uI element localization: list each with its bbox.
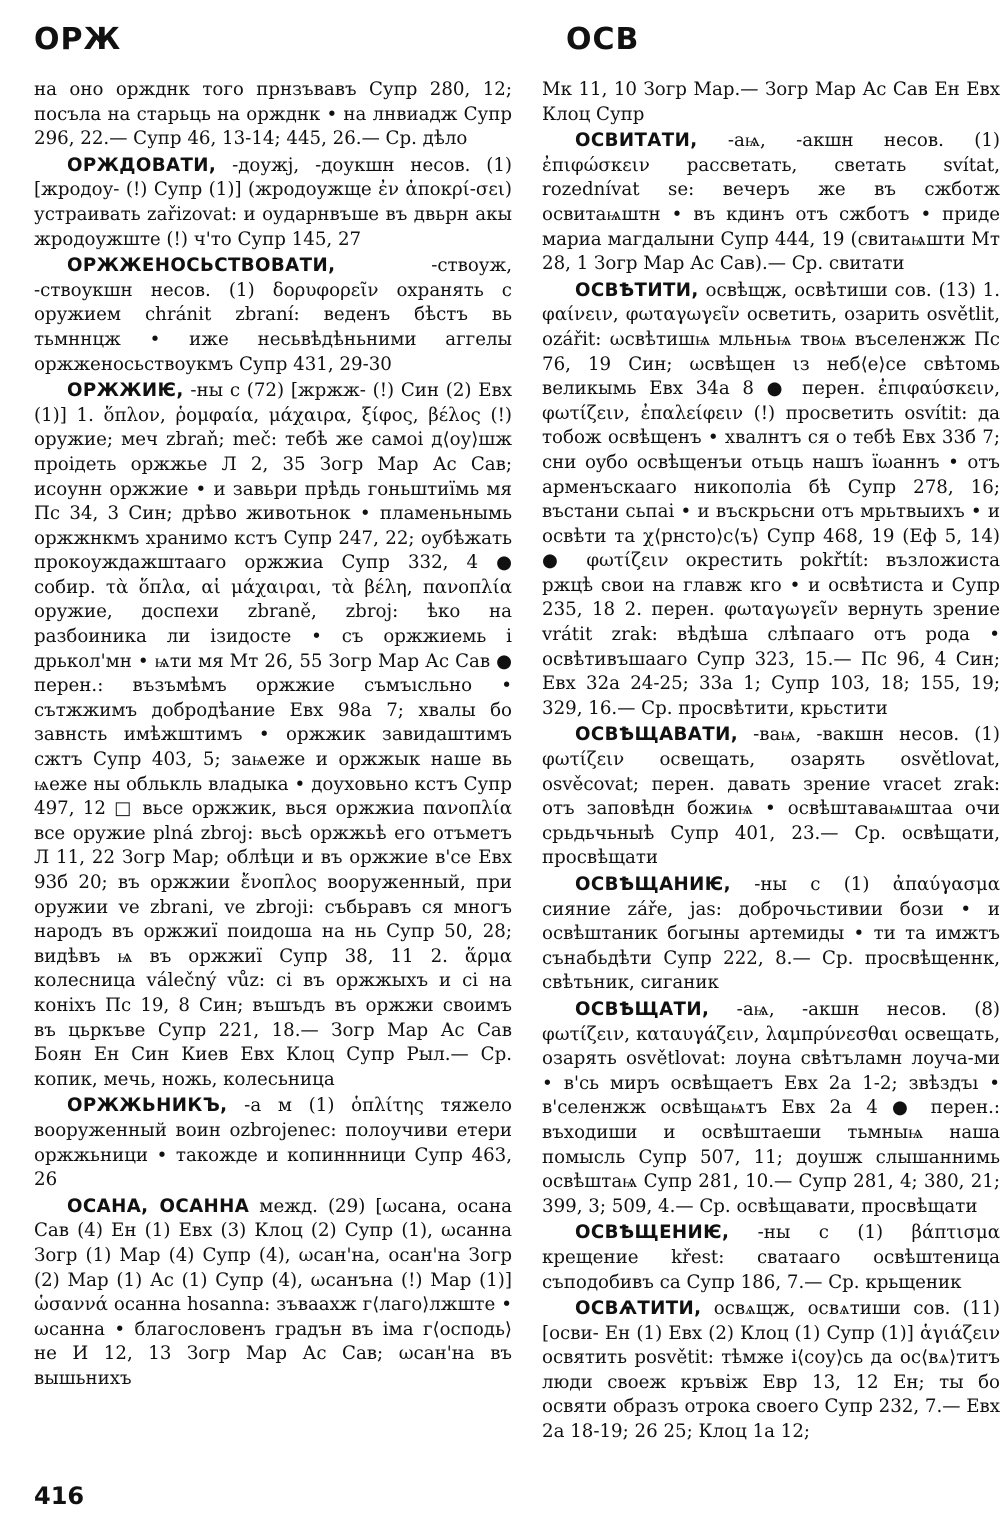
entry-lemma: ОСВѢТИТИ, xyxy=(575,279,699,301)
entry-body: -доужj, -доукшн несов. (1) [жродоу- (!) Супр (1)] (жродоужще ἐν ἀποκρί-σει) устраивать zařizovat: и оударнвъше въ двьрн акы жродоужште (!) ч'то Супр 145, 27 xyxy=(34,154,512,250)
dictionary-entry xyxy=(542,873,1000,996)
entry-lemma: ОСАНА, ОСАННА xyxy=(67,1195,250,1217)
entry-body: -ны с (1) βάπτισμα крещение křest: сватааго освѣштеница съподобивъ са Супр 186, 7.— Ср. крьщеник xyxy=(542,1222,1000,1293)
entry-lemma: ОРЖЖИѤ, xyxy=(67,380,184,402)
entry-lemma: ОСВѢЩАТИ, xyxy=(575,998,710,1020)
dictionary-entry xyxy=(34,154,512,252)
entry-lemma: ОРЖЖЕНОСЬСТВОВАТИ, xyxy=(67,255,336,277)
dictionary-entry xyxy=(542,1297,1000,1445)
entry-body: освѣщж, освѣтиши сов. (13) 1. φαίνειν, φωταγωγεῖν осветить, озарить osvětlit, ozářit: ωсвѣтишѩ мльньѩ твоѩ въселенжж Пс 76, 19 Син; ωсвѣщен ιз неб⟨е⟩се свѣтомь великымь Евх 34а 8 ● перен. ἐπιφαύσκειν, φωτίζειν, ἐπαλείφειν (!) просветить osvítit: да тобож освѣщенъ • хвалнтъ ся о тебѣ Евх 33б 7; сни оyбо освѣщенъи отьць нашъ їωаннъ • отъ арменъскааго никополіа бѣ Супр 278, 16; въстани сьпаі • и въскрьсни отъ мрьтвыихъ • и освѣти та χ⟨рнсто⟩с⟨ъ⟩ Супр 468, 19 (Еф 5, 14) ● φωτίζειν окрестить pokřtít: възложиста ржцѣ свои на главж кго • и освѣтиста и Супр 235, 18 2. перен. φωταγωγεῖν вернуть зрение vrátit zrak: вѣдѣша слѣпааго отъ рода • освѣтивъшааго Супр 323, 15.— Пс 96, 4 Син; Евх 32а 24-25; 33а 1; Супр 103, 18; 155, 19; 329, 16.— Ср. просвѣтити, крьстити xyxy=(542,279,1000,719)
dictionary-entry xyxy=(542,78,1000,127)
entry-body: межд. (29) [ωсана, осана Сав (4) Ен (1) Евх (3) Клоц (2) Супр (1), ωсанна Зогр (1) Мар (4) Супр (4), ωсан'на, осан'на Зогр (2) Мар (1) Ас (1) Супр (4), ωсанъна (!) Мар (1)] ὡσαννά осанна hosanna: зъвaахж г⟨лаго⟩лжште • ωсанна • благословенъ градън въ іма г⟨осподь⟩не И 12, 13 Зогр Мар Ас Сав; ωсан'на въ вышьнихъ xyxy=(34,1195,512,1389)
entry-lemma: ОСВИТАТИ, xyxy=(575,130,698,152)
entry-body: -аѩ, -акшн несов. (8) φωτίζειν, καταυγάζειν, λαμπρύνεσθαι освещать, озарять osvětlovat: лоуна свѣтъламн лоуча-ми • в'сь миръ освѣщаетъ Евх 2а 1-2; звѣздъı • в'селенжж освѣщаѩтъ Евх 2а 4 ● перен.: въходиши и освѣштаеши тьмныѩ наша помысль Супр 507, 11; доушж слышаннимь освѣштаѩ Супр 281, 10.— Супр 281, 4; 380, 21; 399, 3; 509, 4.— Ср. освѣщавати, просвѣщати xyxy=(542,998,1000,1217)
entry-body: Мк 11, 10 Зогр Мар.— Зогр Мар Ас Сав Ен Евх Клоц Супр xyxy=(542,79,1000,125)
entry-body: -ны с (1) ἀπαύγασμα сияние záře, jas: доброчьстивии бози • и освѣштаник богыны артемиды • ти та имжтъ сънабьдѣти Супр 222, 8.— Ср. просвѣщеннк, свѣтьник, сиганик xyxy=(542,874,1000,994)
dictionary-entry xyxy=(542,1221,1000,1295)
dictionary-entry xyxy=(542,998,1000,1219)
page-number: 416 xyxy=(34,1482,85,1510)
entry-body: -ны с (72) [жржж- (!) Син (2) Евх (1)] 1. ὅπλον, ῥομφαία, μάχαιρα, ξίφος, βέλος (!) оружие; меч zbraň; meč: тебѣ же самоі д⟨оу⟩шж проідеть оржжье Л 2, 35 Зогр Мар Ас Сав; исоунн оржжие • и завьри прѣдь гоньштиїмь мя Пс 34, 3 Син; дрѣво животьнок • пламеньнымь оржжнкмъ хранимо кстъ Супр 247, 22; оубѣжать прокоуждажштаaго оржжиа Супр 332, 4 ● собир. τὰ ὅπλα, αἱ μάχαιραι, τὰ βέλη, πανοπλία оружие, доспехи zbraně, zbroj: ѣко на разбоиника ли ізидосте • съ оржжиемь і дрькол'мн • ѩти мя Мт 26, 55 Зогр Мар Ас Сав ● перен.: възъмѣмъ оржжие съмъıсльно • сътжжимъ добродѣание Евх 98а 7; хвалы бо завнсть имѣжштимъ • оржжик завидаштимъ сжтъ Супр 403, 5; заѩеже и оржжык наше вь ѩеже ны облькль владыка • доуховьно кстъ Супр 497, 12 □ вьсе оржжик, вься оржжиа πανοπλία все оружие plná zbroj: вьсѣ оржжьѣ его отъметъ Л 11, 22 Зогр Мар; облѣци и въ оржжие в'се Евх 93б 20; въ оржжии ἔνοπλος вооруженный, при оружии ve zbrani, ve zbroji: събьравъ ся многъ народъ въ оржжиї поидоша на нь Супр 50, 28; видѣвъ ѩ въ оржжиї Супр 38, 11 2. ἅρμα колесница válečný vůz: сі въ оржжыхъ и сі на коніхъ Пс 19, 8 Син; въшъдъ въ оржжи своимъ въ цьркъве Супр 221, 18.— Зогр Мар Ас Сав Боян Ен Син Киев Евх Клоц Супр Рыл.— Ср. копик, мечь, ножь, колесьница xyxy=(34,380,512,1090)
right-column xyxy=(542,78,1000,1445)
dictionary-entry xyxy=(542,279,1000,722)
entry-lemma: ОСВѦТИТИ, xyxy=(575,1298,702,1320)
running-head-right: ОСВ xyxy=(566,22,640,57)
dictionary-entry xyxy=(34,78,512,152)
dictionary-entry xyxy=(34,254,512,377)
entry-body: -ваѩ, -вакшн несов. (1) φωτίζειν освещать, озарять osvětlovat, osvěcovat; перен. давать зрение vracet zrak: отъ заповѣдн божиѩ • освѣштаваѩштаа очи срьдьчьныѣ Супр 401, 23.— Ср. освѣщати, просвѣщати xyxy=(542,724,1000,869)
dictionary-entry xyxy=(34,1195,512,1392)
entry-body: освѧщж, освѧтиши сов. (11) [осви- Ен (1) Евх (2) Клоц (1) Супр (1)] ἁγιάζειν освятить posvětit: тѣмже і⟨соу⟩сь да ос⟨вѧ⟩титъ люди своеж кръвіж Евр 13, 12 Ен; ты бо освяти образъ отрока своего Супр 232, 7.— Евх 2а 18-19; 26 25; Клоц 1а 12; xyxy=(542,1298,1000,1443)
entry-body: на оно оржднк того прнзъвавъ Супр 280, 12; посъла на старьць на оржднк • на лнвиадж Супр 296, 22.— Супр 46, 13-14; 445, 26.— Ср. дѣло xyxy=(34,79,512,150)
entry-body: -а м (1) ὁπλίτης тяжело вооруженный воин ozbrojenec: полоучиви етери оржжьници • такожде и копиннници Супр 463, 26 xyxy=(34,1095,512,1191)
dictionary-entry xyxy=(542,129,1000,277)
entry-lemma: ОРЖДОВАТИ, xyxy=(67,154,217,176)
running-head-left: ОРЖ xyxy=(34,22,122,57)
dictionary-entry xyxy=(34,379,512,1092)
dictionary-entry xyxy=(542,723,1000,871)
entry-lemma: ОСВѢЩАНИѤ, xyxy=(575,874,731,895)
entry-lemma: ОРЖЖЬНИКЪ, xyxy=(67,1095,228,1117)
entry-body: -аѩ, -акшн несов. (1) ἐπιφώσκειν рассветать, светать svítat, rozednívat se: вечеръ же въ сжботж освитаѩштн • въ кдинъ отъ сжботъ • приде мариа магдалыни Супр 444, 19 (свитаѩшти Мт 28, 1 Зогр Мар Ас Сав).— Ср. свитати xyxy=(542,130,1000,275)
dictionary-entry xyxy=(34,1094,512,1192)
left-column xyxy=(34,78,512,1391)
entry-lemma: ОСВѢЩАВАТИ, xyxy=(575,724,739,746)
entry-body: -ствоуж, -ствоукшн несов. (1) δορυφορεῖν охранять с оружием chránit zbraní: веденъ бѣстъ вь тьмннцж • иже несьвѣдѣньними аггелы оржженосьствоукмъ Супр 431, 29-30 xyxy=(34,255,512,375)
entry-lemma: ОСВѢЩЕНИѤ, xyxy=(575,1222,730,1244)
